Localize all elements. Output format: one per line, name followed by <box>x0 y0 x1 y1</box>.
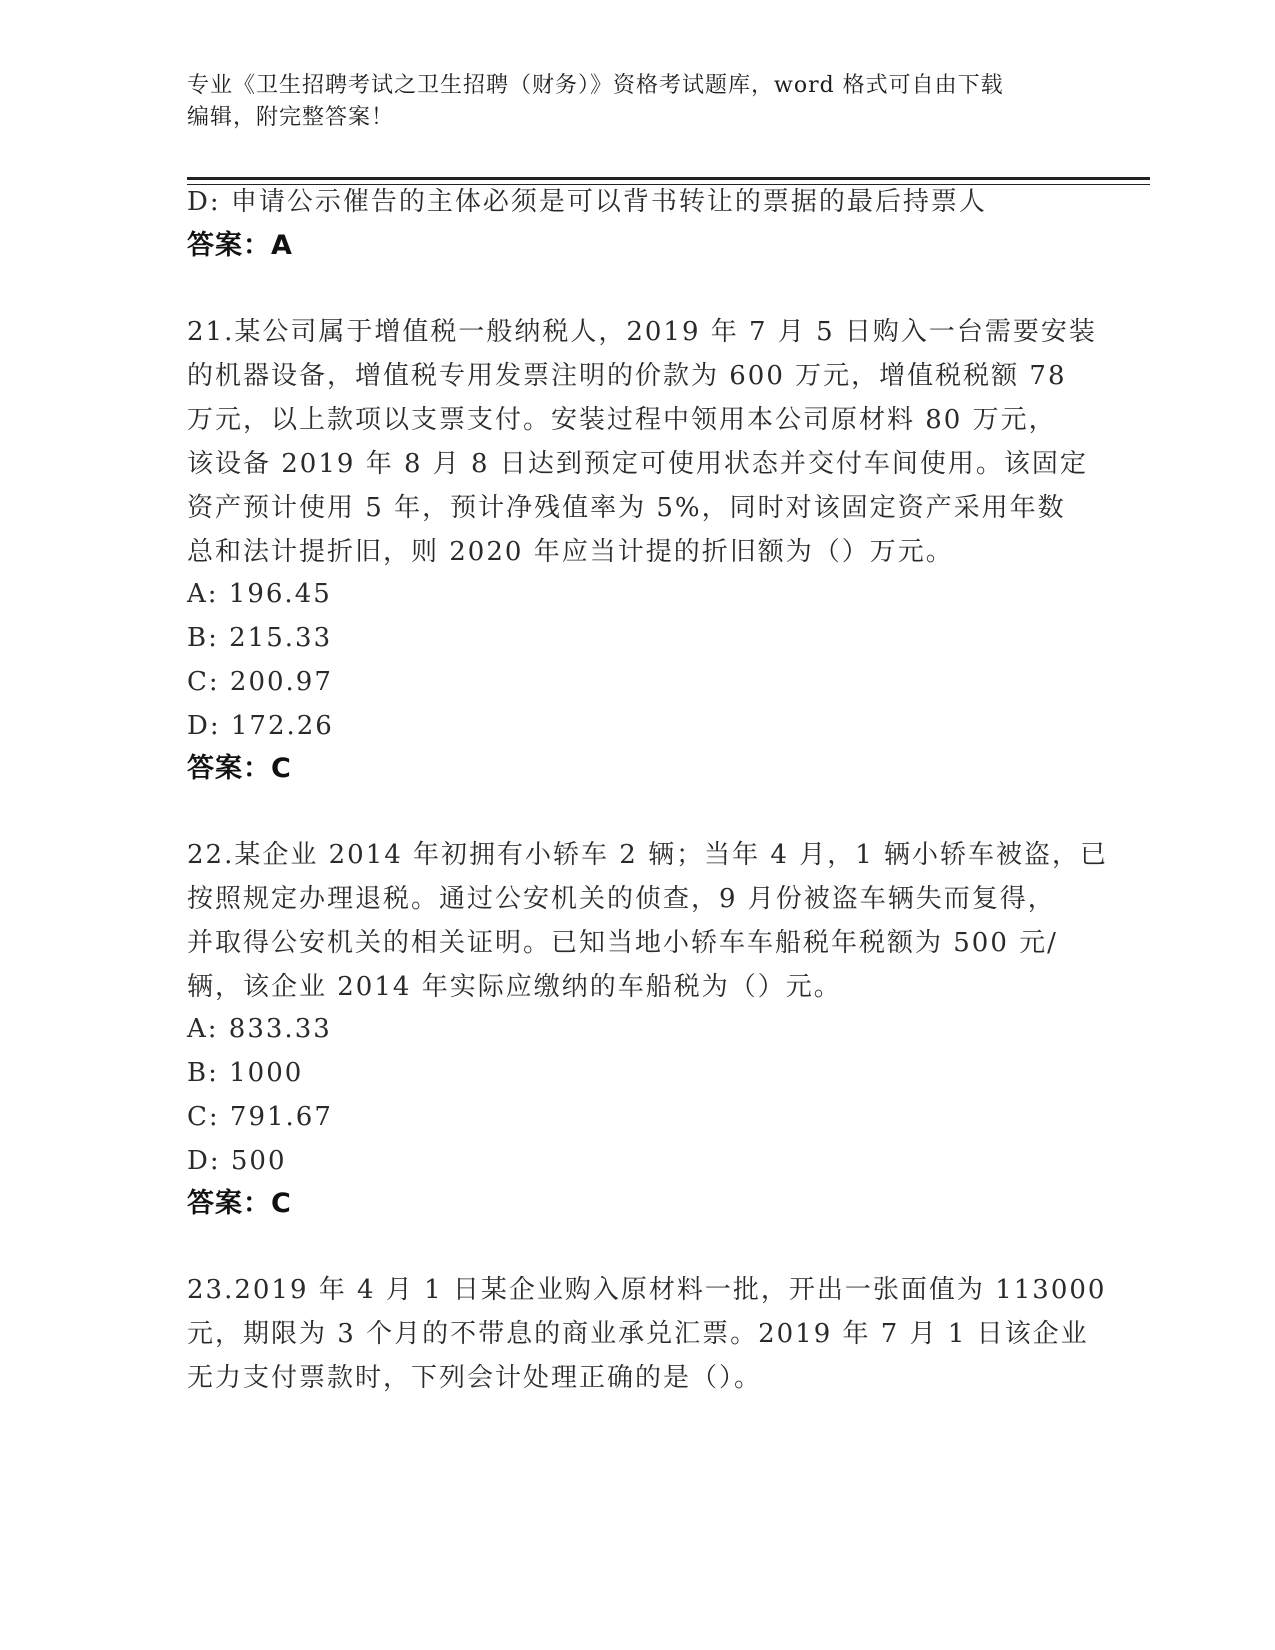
q22-option-a: A: 833.33 <box>187 1014 332 1044</box>
q21-text-line: 万元，以上款项以支票支付。安装过程中领用本公司原材料 80 万元， <box>187 405 1057 435</box>
q21-text-line: 总和法计提折旧，则 2020 年应当计提的折旧额为（）万元。 <box>187 537 954 567</box>
prev-option-d: D: 申请公示催告的主体必须是可以背书转让的票据的最后持票人 <box>187 187 987 217</box>
q21-option-a: A: 196.45 <box>187 579 332 609</box>
q23-text-line: 23.2019 年 4 月 1 日某企业购入原材料一批，开出一张面值为 113000 <box>187 1275 1107 1305</box>
q21-answer: 答案：C <box>187 753 292 784</box>
q22-text-line: 22.某企业 2014 年初拥有小轿车 2 辆；当年 4 月，1 辆小轿车被盗，已 <box>187 840 1108 870</box>
q21-text-line: 21.某公司属于增值税一般纳税人，2019 年 7 月 5 日购入一台需要安装 <box>187 317 1097 347</box>
prev-answer: 答案：A <box>187 230 293 261</box>
q21-option-b: B: 215.33 <box>187 623 333 653</box>
header-line-1: 专业《卫生招聘考试之卫生招聘（财务）》资格考试题库，word 格式可自由下载 <box>187 73 1004 98</box>
header-rule-thick <box>187 177 1150 180</box>
q22-text-line: 按照规定办理退税。通过公安机关的侦查，9 月份被盗车辆失而复得， <box>187 884 1056 914</box>
q23-text-line: 元，期限为 3 个月的不带息的商业承兑汇票。2019 年 7 月 1 日该企业 <box>187 1319 1089 1349</box>
q21-text-line: 的机器设备，增值税专用发票注明的价款为 600 万元，增值税税额 78 <box>187 361 1067 391</box>
page-header <box>187 70 1087 134</box>
q22-text-line: 并取得公安机关的相关证明。已知当地小轿车车船税年税额为 500 元/ <box>187 928 1058 958</box>
q21-text-line: 资产预计使用 5 年，预计净残值率为 5%，同时对该固定资产采用年数 <box>187 493 1066 523</box>
q23-text-line: 无力支付票款时，下列会计处理正确的是（）。 <box>187 1363 763 1393</box>
q21-option-d: D: 172.26 <box>187 711 334 741</box>
q21-option-c: C: 200.97 <box>187 667 333 697</box>
q22-option-d: D: 500 <box>187 1146 287 1176</box>
q22-text-line: 辆，该企业 2014 年实际应缴纳的车船税为（）元。 <box>187 972 842 1002</box>
header-line-2: 编辑，附完整答案！ <box>187 105 395 130</box>
q22-answer: 答案：C <box>187 1188 292 1219</box>
q22-option-b: B: 1000 <box>187 1058 304 1088</box>
q21-text-line: 该设备 2019 年 8 月 8 日达到预定可使用状态并交付车间使用。该固定 <box>187 449 1088 479</box>
q22-option-c: C: 791.67 <box>187 1102 333 1132</box>
